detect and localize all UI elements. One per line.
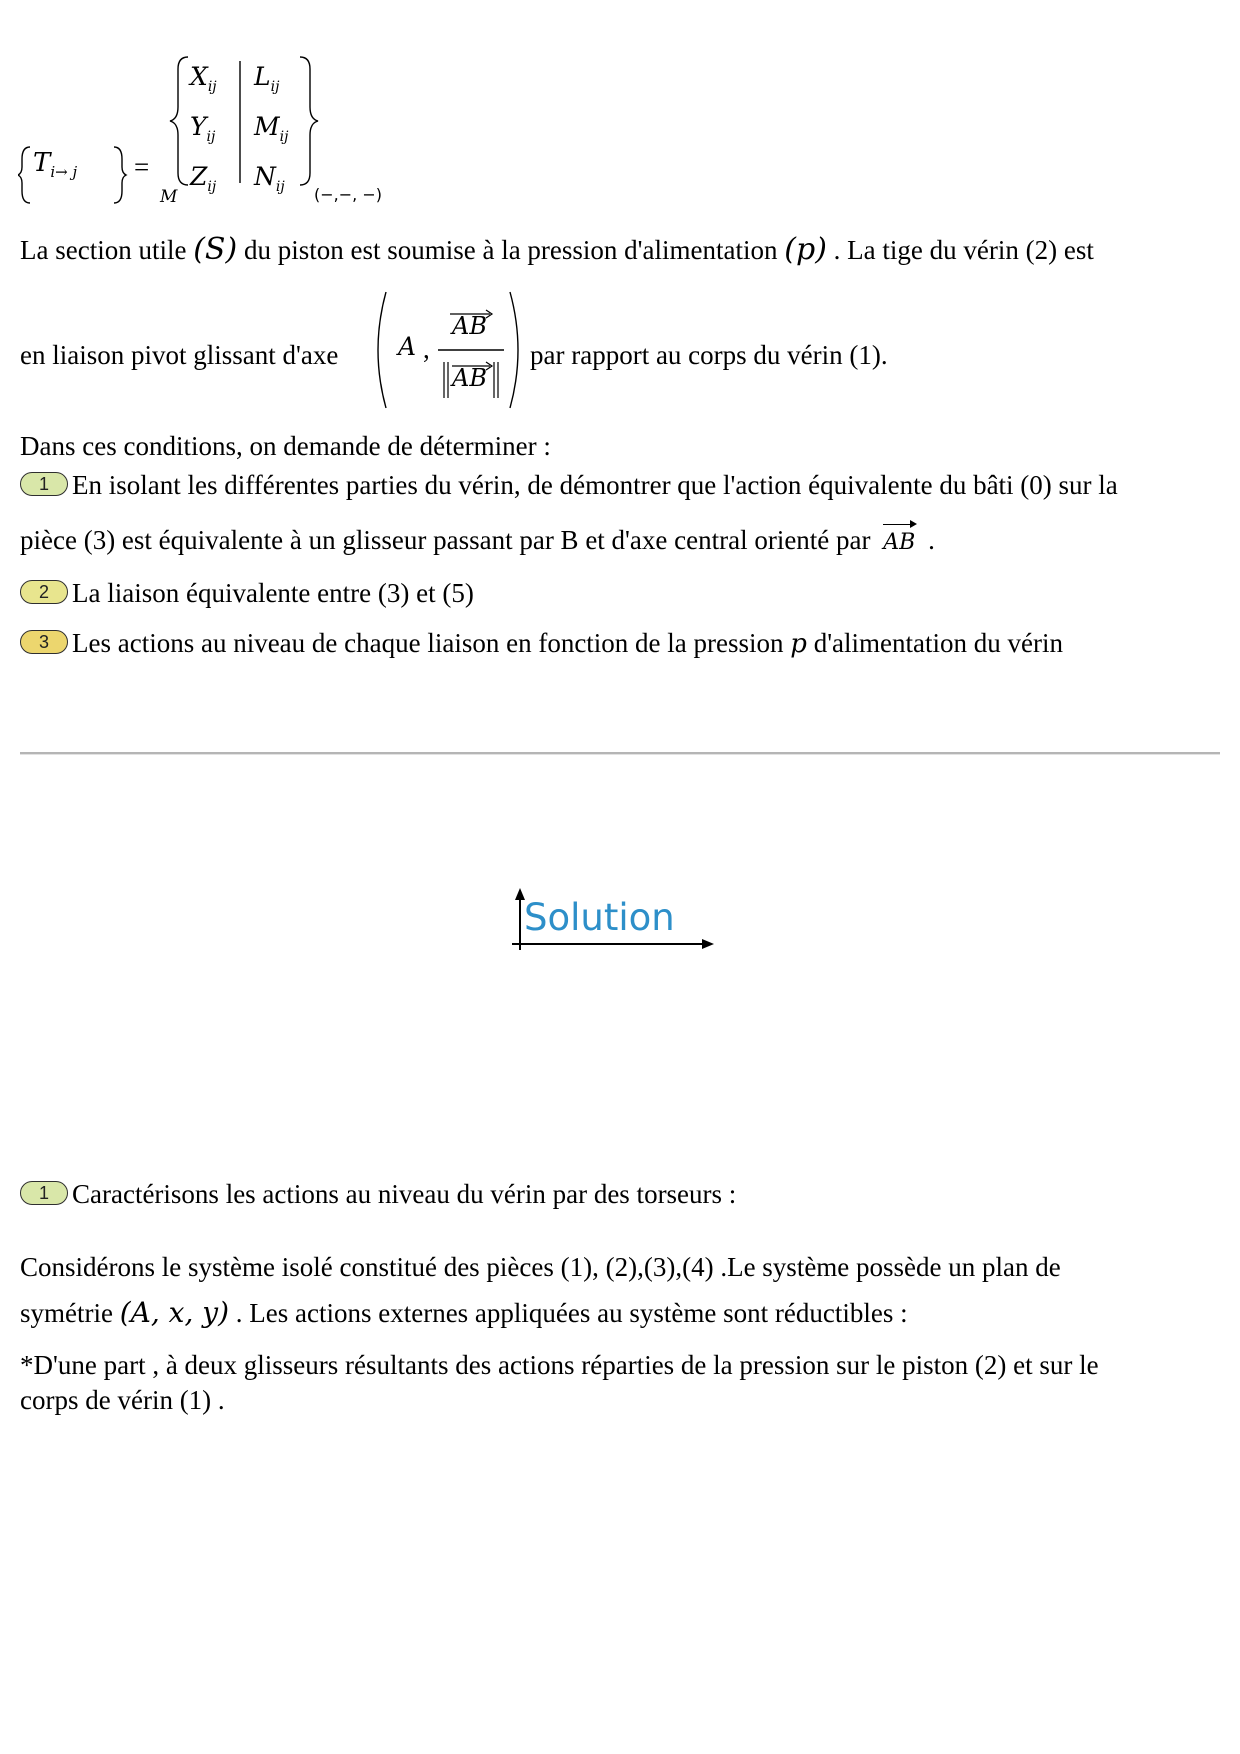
para1-line2-text: en liaison pivot glissant d'axe <box>20 340 339 370</box>
symbol-A: A <box>398 332 417 361</box>
question-1-cont: pièce (3) est équivalente à un glisseur passant par B et d'axe central orienté par AB . <box>20 523 935 560</box>
torseur-T: T <box>33 148 51 178</box>
symbol-p-inline: p <box>790 629 807 659</box>
solution-p2-line1: *D'une part , à deux glisseurs résultants des actions réparties de la pression sur le piston (2) et sur le <box>20 1350 1099 1380</box>
badge-2: 2 <box>20 580 68 604</box>
para1-line2-end: par rapport au corps du vérin (1). <box>530 340 888 370</box>
torseur-equals: = <box>134 152 150 182</box>
torseur-Y: $Y_{ij}$ <box>190 112 216 145</box>
torseur-L: $L_{ij}$ <box>254 62 280 95</box>
solution-p1-line1: Considérons le système isolé constitué des pièces (1), (2),(3),(4) .Le système possède un plan de <box>20 1252 1061 1282</box>
badge-3: 3 <box>20 630 68 654</box>
vector-AB: AB <box>883 526 915 560</box>
torseur-N: $N_{ij}$ <box>254 162 285 195</box>
question-3: 3 Les actions au niveau de chaque liaison en fonction de la pression p d'alimentation du vérin <box>20 626 1063 661</box>
torseur-basis: (−,−, −) <box>314 185 382 204</box>
badge-1: 1 <box>20 472 68 496</box>
question-1: 1 En isolant les différentes parties du vérin, de démontrer que l'action équivalente du bâti (0) sur la <box>20 468 1118 502</box>
solution-p1-line2: symétrie (A, x, y) . Les actions externes appliquées au système sont réductibles : <box>20 1296 908 1329</box>
torseur-Z: $Z_{ij}$ <box>190 162 217 195</box>
comma: , <box>423 334 430 364</box>
symmetry-plane: (A, x, y) <box>119 1296 230 1329</box>
solution-heading: 1 Caractérisons les actions au niveau du vérin par des torseurs : <box>20 1177 736 1211</box>
vector-AB-num: AB <box>452 312 487 340</box>
divider <box>20 752 1220 755</box>
torseur-T-sub: i→ j <box>50 163 78 182</box>
solution-label: Solution <box>524 896 675 939</box>
question-intro: Dans ces conditions, on demande de déterminer : <box>20 431 551 461</box>
torseur-M: $M_{ij}$ <box>254 112 289 145</box>
torseur-X: $X_{ij}$ <box>190 62 217 95</box>
question-2: 2 La liaison équivalente entre (3) et (5) <box>20 576 474 610</box>
symbol-p: p <box>795 232 816 267</box>
symbol-S: S <box>204 232 226 267</box>
solution-logo <box>508 886 718 956</box>
badge-solution-1: 1 <box>20 1181 68 1205</box>
torseur-formula <box>18 55 438 215</box>
vector-AB-den: AB <box>452 364 487 392</box>
axis-parens <box>368 288 528 413</box>
torseur-point: M <box>160 187 178 207</box>
para1-line1: La section utile (S) du piston est soumise à la pression d'alimentation (p) . La tige du vérin (2) est <box>20 232 1094 267</box>
solution-p2-line2: corps de vérin (1) . <box>20 1385 225 1415</box>
axis-expression <box>368 288 528 413</box>
